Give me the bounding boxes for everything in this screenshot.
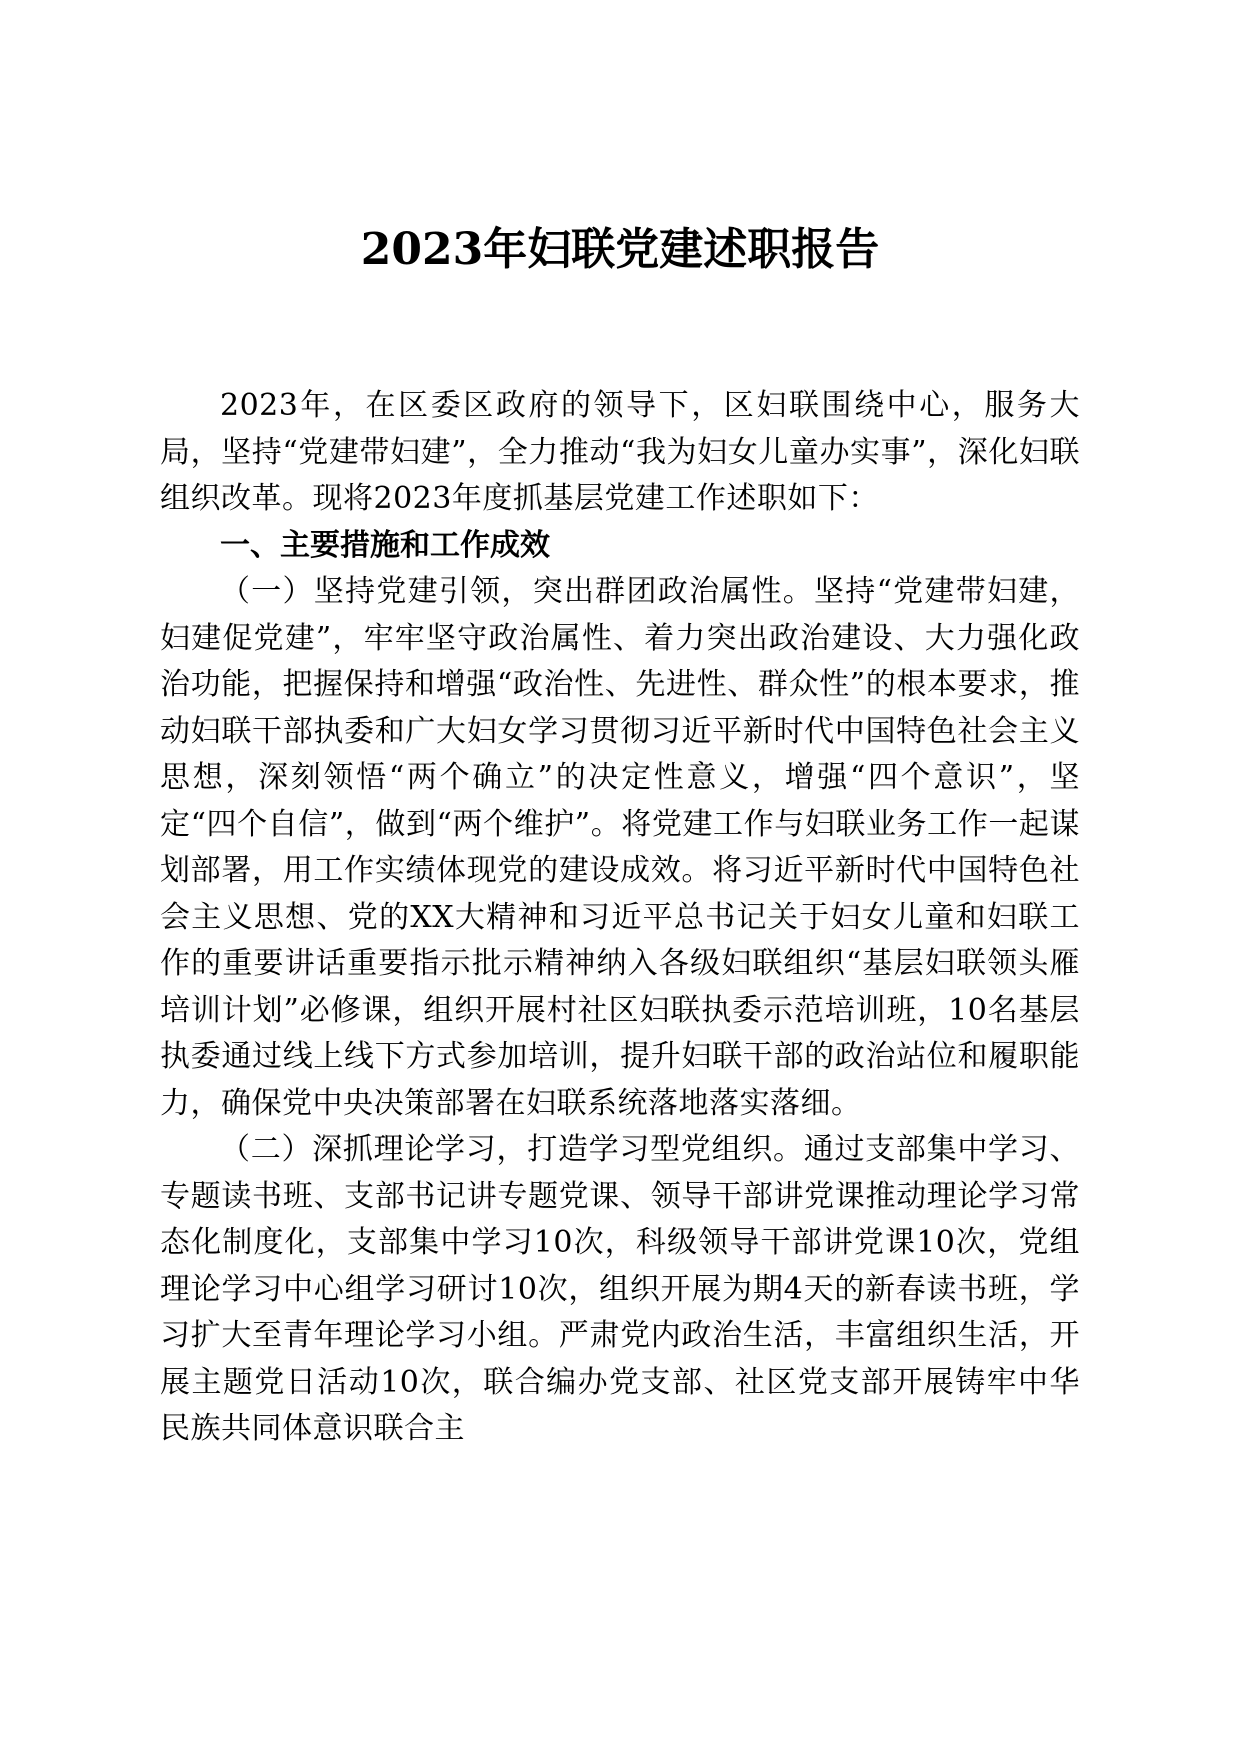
section-heading: 一、主要措施和工作成效	[220, 527, 550, 563]
body-paragraph-2: （二）深抓理论学习，打造学习型党组织。通过支部集中学习、专题读书班、支部书记讲专题党课、领导干部讲党课推动理论学习常态化制度化，支部集中学习10次，科级领导干部讲党课10次，党组理论学习中心组学习研讨10次，组织开展为期4天的新春读书班，学习扩大至青年理论学习小组。严肃党内政治生活，丰富组织生活，开展主题党日活动10次，联合编办党支部、社区党支部开展铸牢中华民族共同体意识联合主	[160, 1132, 1080, 1446]
body-paragraph-1: （一）坚持党建引领，突出群团政治属性。坚持“党建带妇建，妇建促党建”，牢牢坚守政治属性、着力突出政治建设、大力强化政治功能，把握保持和增强“政治性、先进性、群众性”的根本要求，推动妇联干部执委和广大妇女学习贯彻习近平新时代中国特色社会主义思想，深刻领悟“两个确立”的决定性意义，增强“四个意识”，坚定“四个自信”，做到“两个维护”。将党建工作与妇联业务工作一起谋划部署，用工作实绩体现党的建设成效。将习近平新时代中国特色社会主义思想、党的XX大精神和习近平总书记关于妇女儿童和妇联工作的重要讲话重要指示批示精神纳入各级妇联组织“基层妇联领头雁培训计划”必修课，组织开展村社区妇联执委示范培训班，10名基层执委通过线上线下方式参加培训，提升妇联干部的政治站位和履职能力，确保党中央决策部署在妇联系统落地落实落细。	[160, 574, 1080, 1121]
document-title: 2023年妇联党建述职报告	[360, 224, 880, 275]
document-body	[160, 383, 1080, 1453]
intro-paragraph: 2023年，在区委区政府的领导下，区妇联围绕中心，服务大局，坚持“党建带妇建”，全力推动“我为妇女儿童办实事”，深化妇联组织改革。现将2023年度抓基层党建工作述职如下：	[160, 388, 1080, 516]
